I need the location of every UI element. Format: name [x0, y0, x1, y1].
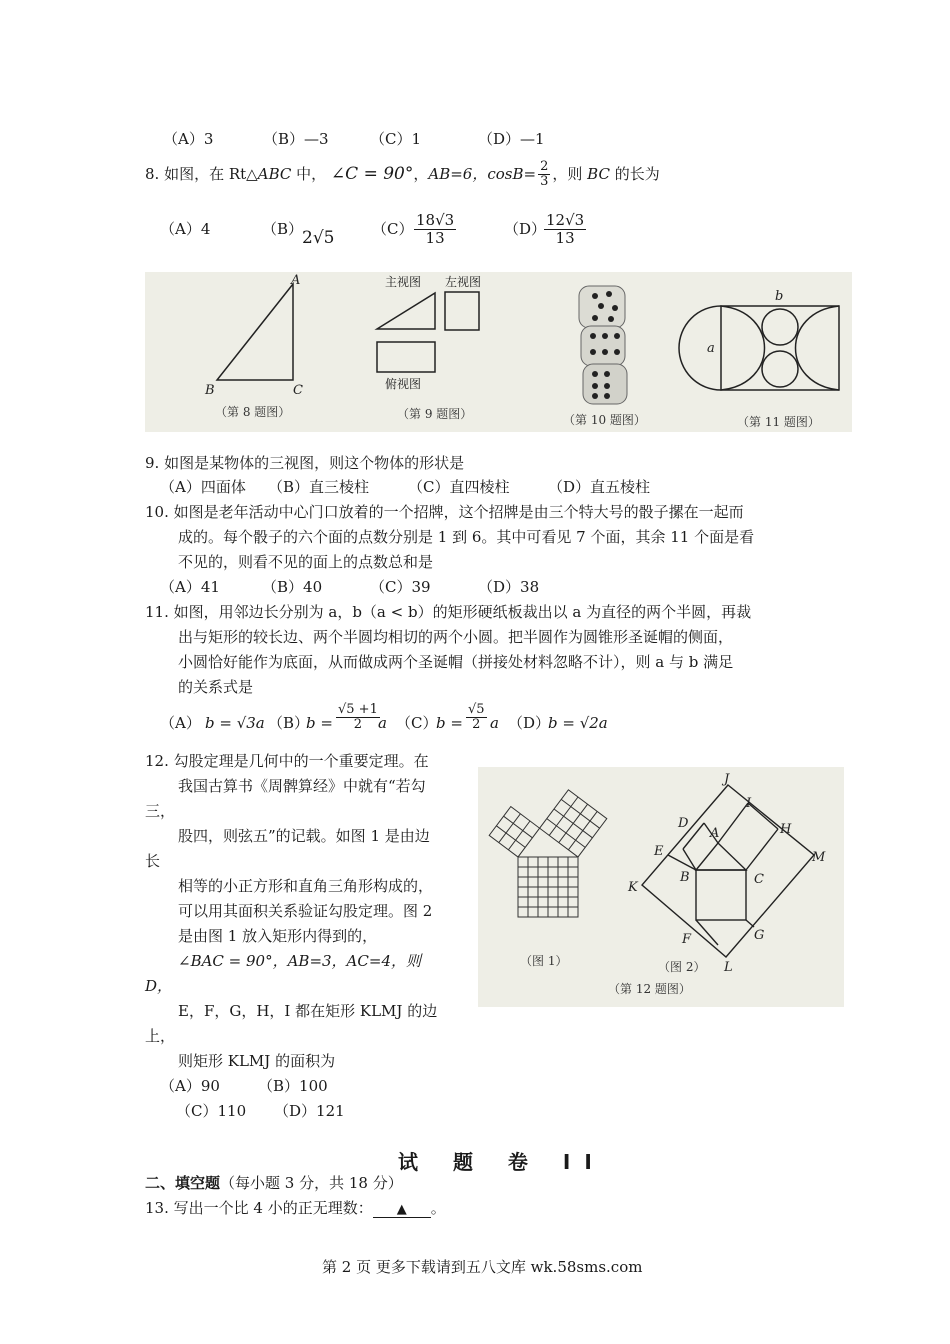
- q12-line-8: 是由图 1 放入矩形内得到的，: [178, 927, 378, 945]
- q8-cos-fraction: [538, 160, 550, 190]
- q12-line-5: 长: [145, 852, 161, 870]
- fig8-label-b: B: [205, 383, 215, 398]
- fig12-1-caption: （图 1）: [520, 954, 568, 968]
- q7-option-b: （B）—3: [263, 130, 329, 148]
- q12-option-a: （A）90: [160, 1077, 220, 1095]
- q11-b-num: √5 +1: [338, 702, 378, 717]
- q11-option-c-label: （C）: [396, 714, 438, 732]
- q9-stem: 9. 如图是某物体的三视图，则这个物体的形状是: [145, 454, 465, 472]
- fig11-small-circle-bottom: [762, 351, 798, 387]
- q8-text-c: ，: [413, 164, 429, 183]
- fig12-label-i: I: [746, 796, 752, 811]
- page-footer: 第 2 页 更多下载请到五八文库 wk.58sms.com: [322, 1258, 643, 1276]
- fig9-front-label: 主视图: [385, 275, 422, 289]
- fig8-label-c: C: [293, 383, 303, 398]
- q9-option-c: （C）直四棱柱: [408, 478, 510, 496]
- q8-option-b-label: （B）: [262, 220, 304, 238]
- q11-option-c-pre: b =: [436, 714, 463, 732]
- fig12-label-m: M: [812, 850, 826, 865]
- q13: [145, 1197, 446, 1218]
- q8-stem: [145, 160, 660, 190]
- q11-option-c-fraction: [464, 703, 489, 733]
- fig12-label-d: D: [678, 816, 689, 831]
- q8-d-den: 13: [555, 228, 575, 247]
- fig8-caption: （第 8 题图）: [215, 405, 291, 419]
- q8-text-d: ，则: [552, 164, 588, 183]
- fig12-label-b: B: [680, 870, 690, 885]
- fig11-rectangle: [679, 289, 839, 429]
- q8-angle: ∠C = 90°: [330, 163, 414, 184]
- fig9-front-view: [377, 293, 435, 329]
- fig9-caption: （第 9 题图）: [397, 407, 473, 421]
- q8-number: 8.: [145, 164, 160, 183]
- q11-line-4: 的关系式是: [178, 678, 254, 696]
- fig12-label-j: J: [724, 772, 730, 787]
- fig8-label-a: A: [291, 273, 301, 288]
- fig12-caption: （第 12 题图）: [608, 982, 691, 996]
- q11-option-a-label: （A）: [160, 714, 201, 732]
- fill-in-note: （每小题 3 分，共 18 分）: [220, 1174, 403, 1192]
- fig9-top-label: 俯视图: [385, 377, 422, 391]
- fig11-semicircle-left: [721, 306, 765, 390]
- q12-line-7: 可以用其面积关系验证勾股定理。图 2: [178, 902, 433, 920]
- fig9-top-view: [377, 342, 435, 372]
- fill-in-heading: [145, 1172, 403, 1193]
- q10-line-2: 成的。每个骰子的六个面的点数分别是 1 到 6。其中可看见 7 个面，其余 11 个面是看: [178, 528, 755, 546]
- fig11-caption: （第 11 题图）: [737, 415, 820, 429]
- q8-frac-num: 2: [540, 159, 549, 174]
- q8-b: B: [512, 164, 524, 183]
- q12-figure-drawing: [478, 767, 844, 1007]
- q7-option-a: （A）3: [163, 130, 214, 148]
- q11-option-d: b = √2a: [548, 714, 608, 732]
- q12-option-d: （D）121: [274, 1102, 345, 1120]
- q12-line-10: D，: [145, 977, 173, 995]
- fig11-label-a: a: [707, 341, 715, 356]
- q11-option-c-post: a: [490, 714, 499, 732]
- q8-option-c-label: （C）: [372, 220, 414, 238]
- q9-option-b: （B）直三棱柱: [268, 478, 370, 496]
- q11-option-b-pre: b =: [306, 714, 333, 732]
- q10-option-a: （A）41: [160, 578, 220, 596]
- q12-line-12: 上，: [145, 1027, 176, 1045]
- fig12-label-c: C: [754, 872, 764, 887]
- q8-option-b-value: 2√5: [302, 228, 335, 248]
- q8-c-num: 18√3: [416, 211, 455, 229]
- q8-text-a: 如图，在 Rt△: [164, 164, 258, 183]
- fig12-2-caption: （图 2）: [658, 960, 706, 974]
- q8-c-den: 13: [425, 228, 445, 247]
- q13-end: 。: [430, 1199, 446, 1217]
- q12-line-4: 股四，则弦五”的记载。如图 1 是由边: [178, 827, 430, 845]
- q12-line-3: 三，: [145, 802, 176, 820]
- q7-option-d: （D）—1: [478, 130, 545, 148]
- q12-option-c: （C）110: [176, 1102, 247, 1120]
- q13-text: 13. 写出一个比 4 小的正无理数：: [145, 1199, 373, 1217]
- q12-line-11: E，F，G，H，I 都在矩形 KLMJ 的边: [178, 1002, 438, 1020]
- q9-option-a: （A）四面体: [160, 478, 246, 496]
- fig11-label-b: b: [775, 289, 784, 304]
- q11-option-b-label: （B）: [268, 714, 310, 732]
- q11-option-b-post: a: [378, 714, 387, 732]
- fig12-label-h: H: [780, 822, 792, 837]
- q8-option-c-fraction: [412, 212, 458, 246]
- q12-line-13: 则矩形 KLMJ 的面积为: [178, 1052, 336, 1070]
- q7-option-c: （C）1: [370, 130, 422, 148]
- section-title: 试 题 卷 II: [398, 1150, 606, 1174]
- q11-option-b-fraction: [334, 703, 382, 733]
- q8-d-num: 12√3: [546, 211, 585, 229]
- q12-line-1: 12. 勾股定理是几何中的一个重要定理。在: [145, 752, 429, 770]
- q10-option-c: （C）39: [370, 578, 431, 596]
- q12-figure: [478, 767, 844, 1007]
- fig10-caption: （第 10 题图）: [563, 413, 646, 427]
- fig9-three-views: [377, 275, 481, 421]
- fig11-semicircle-right: [796, 306, 840, 390]
- q8-option-a: （A）4: [160, 220, 211, 238]
- q8-bc: BC: [587, 164, 610, 183]
- fig12-1-grids: [489, 790, 607, 917]
- q11-c-num: √5: [468, 702, 485, 717]
- fig12-label-l: L: [724, 960, 733, 975]
- q8-frac-den: 3: [540, 174, 549, 190]
- q10-option-d: （D）38: [478, 578, 540, 596]
- figures-row: [145, 272, 852, 432]
- fig10-dice-stack: [563, 286, 646, 427]
- q12-line-2: 我国古算书《周髀算经》中就有“若勾: [178, 777, 426, 795]
- fig12-label-a: A: [710, 826, 720, 841]
- fig12-label-e: E: [654, 844, 664, 859]
- q11-line-2: 出与矩形的较长边、两个半圆均相切的两个小圆。把半圆作为圆锥形圣诞帽的侧面，: [178, 628, 734, 646]
- q12-option-b: （B）100: [258, 1077, 328, 1095]
- q8-eq: =: [523, 164, 537, 183]
- fig12-label-g: G: [754, 928, 765, 943]
- fill-in-head: 二、填空题: [145, 1174, 221, 1192]
- fig12-label-f: F: [682, 932, 692, 947]
- q12-line-9: ∠BAC = 90°，AB=3，AC=4，则: [178, 952, 421, 970]
- q11-option-d-label: （D）: [508, 714, 551, 732]
- q10-option-b: （B）40: [262, 578, 323, 596]
- q8-option-d-label: （D）: [504, 220, 547, 238]
- fig11-small-circle-top: [762, 309, 798, 345]
- fig12-2-rectangle: [642, 785, 814, 957]
- fig10-die-middle: [581, 326, 625, 366]
- q8-option-d-fraction: [542, 212, 588, 246]
- q13-answer-blank[interactable]: ▲: [373, 1202, 431, 1218]
- fig9-left-label: 左视图: [445, 275, 482, 289]
- q9-option-d: （D）直五棱柱: [548, 478, 651, 496]
- q11-line-3: 小圆恰好能作为底面，从而做成两个圣诞帽（拼接处材料忽略不计），则 a 与 b 满足: [178, 653, 734, 671]
- q11-line-1: 11. 如图，用邻边长分别为 a，b（a < b）的矩形硬纸板裁出以 a 为直径的两个半圆，再裁: [145, 603, 752, 621]
- q11-option-a: b = √3a: [205, 714, 265, 732]
- q8-abc: ABC: [257, 164, 292, 183]
- q10-line-3: 不见的，则看不见的面上的点数总和是: [178, 553, 434, 571]
- figures-row-drawing: [145, 272, 852, 432]
- q12-line-6: 相等的小正方形和直角三角形构成的，: [178, 877, 434, 895]
- q11-b-den: 2: [353, 717, 363, 733]
- q8-ab: AB=6，cos: [428, 164, 513, 183]
- q10-line-1: 10. 如图是老年活动中心门口放着的一个招牌，这个招牌是由三个特大号的骰子摞在一起而: [145, 503, 744, 521]
- fig9-left-view: [445, 292, 479, 330]
- q11-c-den: 2: [472, 717, 481, 733]
- q8-text-e: 的长为: [609, 164, 660, 183]
- fig12-label-k: K: [628, 880, 638, 895]
- q8-text-b: 中，: [291, 164, 327, 183]
- fig8-triangle: [204, 273, 303, 419]
